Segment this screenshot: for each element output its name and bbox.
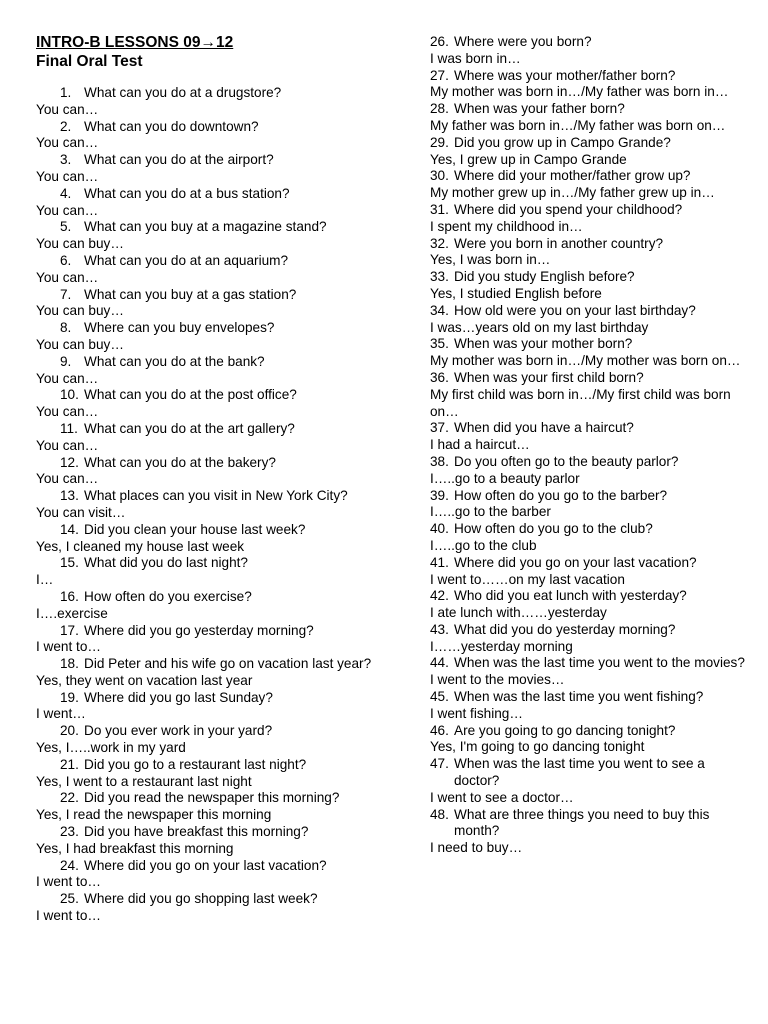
question-text: Were you born in another country? bbox=[454, 235, 664, 251]
answer-prompt: My mother grew up in…/My father grew up in… bbox=[430, 185, 715, 201]
question-number: 21. bbox=[60, 756, 79, 772]
question-text: Are you going to go dancing tonight? bbox=[454, 722, 676, 738]
question-text: What can you do at the bank? bbox=[84, 353, 265, 369]
question-text: When was the last time you went to see a doctor? bbox=[454, 756, 705, 789]
answer-prompt: Yes, I read the newspaper this morning bbox=[36, 807, 272, 823]
question-item bbox=[430, 420, 750, 454]
question-number: 25. bbox=[60, 891, 79, 907]
question-text: Where can you buy envelopes? bbox=[84, 320, 275, 336]
question-number: 9. bbox=[60, 353, 72, 369]
question-number: 34. bbox=[430, 302, 449, 318]
question-line bbox=[36, 757, 396, 774]
question-line bbox=[36, 287, 396, 304]
question-item bbox=[36, 824, 396, 858]
question-text: Where were you born? bbox=[454, 34, 592, 49]
question-line bbox=[36, 522, 396, 539]
answer-prompt: I need to buy… bbox=[430, 840, 523, 856]
question-item bbox=[36, 253, 396, 287]
question-number: 16. bbox=[60, 588, 79, 604]
question-number: 43. bbox=[430, 621, 449, 637]
question-text: When was your first child born? bbox=[454, 369, 644, 385]
question-line bbox=[430, 622, 750, 639]
question-line bbox=[430, 68, 750, 85]
question-line bbox=[36, 119, 396, 136]
question-number: 37. bbox=[430, 420, 449, 436]
question-item bbox=[430, 689, 750, 723]
answer-prompt: Yes, I grew up in Campo Grande bbox=[430, 151, 627, 167]
question-line bbox=[36, 488, 396, 505]
question-line bbox=[430, 336, 750, 353]
question-item bbox=[36, 287, 396, 321]
question-number: 46. bbox=[430, 722, 449, 738]
question-line bbox=[36, 186, 396, 203]
answer-prompt: I went to… bbox=[36, 874, 101, 890]
answer-prompt: My mother was born in…/My mother was born on… bbox=[430, 353, 741, 369]
question-number: 7. bbox=[60, 286, 72, 302]
answer-prompt: I…..go to the barber bbox=[430, 504, 551, 520]
question-text: What can you do at a bus station? bbox=[84, 185, 290, 201]
question-item bbox=[430, 336, 750, 370]
question-number: 39. bbox=[430, 487, 449, 503]
question-item bbox=[36, 219, 396, 253]
question-item bbox=[430, 135, 750, 169]
answer-prompt: You can buy… bbox=[36, 303, 124, 319]
question-number: 19. bbox=[60, 689, 79, 705]
answer-prompt: You can… bbox=[36, 471, 99, 487]
question-line bbox=[36, 589, 396, 606]
question-item bbox=[36, 455, 396, 489]
question-item bbox=[430, 555, 750, 589]
question-line bbox=[36, 891, 396, 908]
answer-prompt: You can… bbox=[36, 370, 99, 386]
question-line bbox=[430, 723, 750, 740]
question-line bbox=[430, 488, 750, 505]
question-text: Did you have breakfast this morning? bbox=[84, 824, 309, 840]
answer-prompt: I…..go to the club bbox=[430, 537, 537, 553]
answer-prompt: I went to the movies… bbox=[430, 672, 565, 688]
question-number: 27. bbox=[430, 67, 449, 83]
question-item bbox=[430, 622, 750, 656]
right-column bbox=[430, 34, 750, 857]
question-text: How old were you on your last birthday? bbox=[454, 302, 696, 318]
question-item bbox=[430, 723, 750, 757]
question-text: When did you have a haircut? bbox=[454, 420, 634, 436]
question-text: Where did you go shopping last week? bbox=[84, 891, 318, 907]
question-text: Who did you eat lunch with yesterday? bbox=[454, 588, 687, 604]
question-text: Where did you go last Sunday? bbox=[84, 689, 273, 705]
question-text: What can you do at the post office? bbox=[84, 387, 297, 403]
question-line bbox=[36, 152, 396, 169]
question-number: 14. bbox=[60, 521, 79, 537]
answer-prompt: I went to… bbox=[36, 639, 101, 655]
question-text: What did you do last night? bbox=[84, 555, 248, 571]
answer-prompt: Yes, I had breakfast this morning bbox=[36, 840, 234, 856]
answer-prompt: I went fishing… bbox=[430, 705, 523, 721]
answer-prompt: You can… bbox=[36, 269, 99, 285]
answer-prompt: You can… bbox=[36, 135, 99, 151]
question-list-right bbox=[430, 34, 750, 857]
question-number: 17. bbox=[60, 622, 79, 638]
document-subtitle: Final Oral Test bbox=[36, 53, 143, 70]
answer-prompt: I… bbox=[36, 572, 54, 588]
question-text: Do you ever work in your yard? bbox=[84, 723, 273, 739]
question-item bbox=[430, 236, 750, 270]
answer-prompt: I went to see a doctor… bbox=[430, 789, 574, 805]
question-text: Do you often go to the beauty parlor? bbox=[454, 453, 679, 469]
question-text: Did you go to a restaurant last night? bbox=[84, 756, 307, 772]
left-column bbox=[36, 34, 396, 925]
question-text: Where did you spend your childhood? bbox=[454, 201, 683, 217]
question-line bbox=[430, 168, 750, 185]
question-number: 20. bbox=[60, 723, 79, 739]
question-text: What places can you visit in New York City? bbox=[84, 488, 348, 504]
question-line bbox=[430, 655, 750, 672]
question-line bbox=[430, 756, 750, 790]
question-text: Did you grow up in Campo Grande? bbox=[454, 134, 671, 150]
question-item bbox=[430, 370, 750, 420]
question-line bbox=[36, 320, 396, 337]
question-number: 22. bbox=[60, 790, 79, 806]
question-item bbox=[430, 807, 750, 857]
question-text: When was the last time you went fishing? bbox=[454, 689, 704, 705]
answer-prompt: You can buy… bbox=[36, 336, 124, 352]
answer-prompt: I was born in… bbox=[430, 50, 521, 66]
question-item bbox=[430, 202, 750, 236]
question-number: 15. bbox=[60, 555, 79, 571]
question-text: Did you clean your house last week? bbox=[84, 521, 306, 537]
answer-prompt: Yes, I was born in… bbox=[430, 252, 551, 268]
question-number: 8. bbox=[60, 320, 72, 336]
question-line bbox=[36, 421, 396, 438]
question-text: When was your mother born? bbox=[454, 336, 633, 352]
question-text: What are three things you need to buy this month? bbox=[454, 806, 710, 839]
question-text: What can you do at an aquarium? bbox=[84, 252, 289, 268]
question-item bbox=[36, 757, 396, 791]
question-number: 35. bbox=[430, 336, 449, 352]
question-line bbox=[430, 135, 750, 152]
question-line bbox=[430, 588, 750, 605]
answer-prompt: Yes, I…..work in my yard bbox=[36, 740, 186, 756]
question-line bbox=[430, 807, 750, 841]
question-text: What can you buy at a gas station? bbox=[84, 286, 297, 302]
question-number: 3. bbox=[60, 152, 72, 168]
question-item bbox=[36, 891, 396, 925]
question-number: 1. bbox=[60, 85, 72, 100]
answer-prompt: You can… bbox=[36, 202, 99, 218]
question-item bbox=[36, 522, 396, 556]
question-number: 26. bbox=[430, 34, 449, 49]
question-item bbox=[36, 186, 396, 220]
answer-prompt: I…..go to a beauty parlor bbox=[430, 470, 580, 486]
question-text: How often do you exercise? bbox=[84, 588, 252, 604]
question-item bbox=[430, 101, 750, 135]
question-text: What can you do at the bakery? bbox=[84, 454, 276, 470]
answer-prompt: I….exercise bbox=[36, 605, 108, 621]
question-number: 40. bbox=[430, 521, 449, 537]
question-number: 5. bbox=[60, 219, 72, 235]
question-line bbox=[36, 690, 396, 707]
answer-prompt: I ate lunch with……yesterday bbox=[430, 605, 607, 621]
answer-prompt: I went to……on my last vacation bbox=[430, 571, 625, 587]
answer-prompt: You can buy… bbox=[36, 236, 124, 252]
question-text: Did you read the newspaper this morning? bbox=[84, 790, 340, 806]
question-line bbox=[36, 623, 396, 640]
question-text: When was the last time you went to the movies? bbox=[454, 655, 745, 671]
question-item bbox=[430, 756, 750, 806]
question-line bbox=[430, 370, 750, 387]
question-number: 18. bbox=[60, 656, 79, 672]
question-text: What can you do at a drugstore? bbox=[84, 85, 282, 100]
answer-prompt: I went to… bbox=[36, 908, 101, 924]
question-item bbox=[36, 790, 396, 824]
answer-prompt: You can… bbox=[36, 101, 99, 117]
question-item bbox=[36, 354, 396, 388]
question-item bbox=[36, 152, 396, 186]
question-item bbox=[36, 119, 396, 153]
question-text: Did you study English before? bbox=[454, 269, 635, 285]
question-item bbox=[430, 588, 750, 622]
question-item bbox=[430, 488, 750, 522]
question-item bbox=[36, 589, 396, 623]
question-number: 10. bbox=[60, 387, 79, 403]
question-item bbox=[36, 421, 396, 455]
question-line bbox=[430, 689, 750, 706]
answer-prompt: You can… bbox=[36, 437, 99, 453]
question-line bbox=[430, 236, 750, 253]
question-line bbox=[36, 656, 396, 673]
question-number: 32. bbox=[430, 235, 449, 251]
answer-prompt: I spent my childhood in… bbox=[430, 218, 583, 234]
question-number: 2. bbox=[60, 118, 72, 134]
question-item bbox=[36, 656, 396, 690]
answer-prompt: I was…years old on my last birthday bbox=[430, 319, 649, 335]
question-item bbox=[430, 655, 750, 689]
question-item bbox=[36, 858, 396, 892]
question-text: What can you do downtown? bbox=[84, 118, 259, 134]
question-item bbox=[36, 488, 396, 522]
answer-prompt: I had a haircut… bbox=[430, 437, 530, 453]
question-item bbox=[430, 34, 750, 68]
question-line bbox=[430, 454, 750, 471]
question-number: 28. bbox=[430, 101, 449, 117]
question-item bbox=[430, 68, 750, 102]
answer-prompt: Yes, they went on vacation last year bbox=[36, 672, 253, 688]
question-line bbox=[36, 387, 396, 404]
answer-prompt: My mother was born in…/My father was born in… bbox=[430, 84, 729, 100]
question-line bbox=[36, 85, 396, 102]
question-item bbox=[36, 555, 396, 589]
question-text: What can you buy at a magazine stand? bbox=[84, 219, 327, 235]
answer-prompt: My father was born in…/My father was born on… bbox=[430, 117, 726, 133]
question-line bbox=[36, 253, 396, 270]
question-item bbox=[36, 85, 396, 119]
answer-prompt: Yes, I'm going to go dancing tonight bbox=[430, 739, 645, 755]
question-number: 23. bbox=[60, 824, 79, 840]
question-line bbox=[36, 555, 396, 572]
question-number: 11. bbox=[60, 420, 78, 436]
question-line bbox=[36, 219, 396, 236]
question-text: Where did you go on your last vacation? bbox=[454, 554, 697, 570]
question-number: 31. bbox=[430, 201, 449, 217]
question-text: Did Peter and his wife go on vacation last year? bbox=[84, 656, 372, 672]
question-line bbox=[36, 858, 396, 875]
answer-prompt: You can… bbox=[36, 168, 99, 184]
question-line bbox=[430, 34, 750, 51]
question-text: What did you do yesterday morning? bbox=[454, 621, 676, 637]
question-number: 29. bbox=[430, 134, 449, 150]
question-list-left bbox=[36, 85, 396, 925]
question-text: How often do you go to the barber? bbox=[454, 487, 668, 503]
answer-prompt: Yes, I studied English before bbox=[430, 285, 602, 301]
question-number: 44. bbox=[430, 655, 449, 671]
question-item bbox=[430, 269, 750, 303]
question-number: 12. bbox=[60, 454, 79, 470]
question-line bbox=[430, 420, 750, 437]
question-number: 41. bbox=[430, 554, 449, 570]
question-number: 45. bbox=[430, 689, 449, 705]
question-item bbox=[430, 454, 750, 488]
question-number: 42. bbox=[430, 588, 449, 604]
question-text: Where did you go yesterday morning? bbox=[84, 622, 314, 638]
question-item bbox=[36, 723, 396, 757]
question-text: Where was your mother/father born? bbox=[454, 67, 676, 83]
question-text: What can you do at the art gallery? bbox=[84, 420, 295, 436]
question-number: 48. bbox=[430, 806, 449, 822]
question-line bbox=[36, 824, 396, 841]
answer-prompt: I went… bbox=[36, 706, 86, 722]
question-text: What can you do at the airport? bbox=[84, 152, 274, 168]
question-number: 38. bbox=[430, 453, 449, 469]
question-line bbox=[430, 521, 750, 538]
question-line bbox=[36, 455, 396, 472]
question-number: 6. bbox=[60, 252, 72, 268]
question-number: 36. bbox=[430, 369, 449, 385]
question-text: How often do you go to the club? bbox=[454, 521, 653, 537]
question-text: When was your father born? bbox=[454, 101, 625, 117]
question-number: 47. bbox=[430, 756, 449, 772]
question-item bbox=[36, 690, 396, 724]
answer-prompt: Yes, I went to a restaurant last night bbox=[36, 773, 252, 789]
question-line bbox=[430, 202, 750, 219]
question-number: 24. bbox=[60, 857, 79, 873]
question-line bbox=[36, 790, 396, 807]
question-text: Where did your mother/father grow up? bbox=[454, 168, 691, 184]
question-item bbox=[36, 623, 396, 657]
question-text: Where did you go on your last vacation? bbox=[84, 857, 327, 873]
answer-prompt: I……yesterday morning bbox=[430, 638, 573, 654]
document-title: INTRO-B LESSONS 09→12 bbox=[36, 34, 234, 51]
answer-prompt: My first child was born in…/My first child was born on… bbox=[430, 386, 731, 419]
question-line bbox=[430, 101, 750, 118]
answer-prompt: Yes, I cleaned my house last week bbox=[36, 538, 245, 554]
question-number: 4. bbox=[60, 185, 72, 201]
question-line bbox=[36, 723, 396, 740]
question-item bbox=[36, 387, 396, 421]
question-line bbox=[430, 269, 750, 286]
question-line bbox=[430, 555, 750, 572]
question-item bbox=[430, 168, 750, 202]
question-line bbox=[36, 354, 396, 371]
question-number: 33. bbox=[430, 269, 449, 285]
question-item bbox=[430, 303, 750, 337]
question-item bbox=[430, 521, 750, 555]
answer-prompt: You can visit… bbox=[36, 504, 126, 520]
question-item bbox=[36, 320, 396, 354]
answer-prompt: You can… bbox=[36, 404, 99, 420]
question-line bbox=[430, 303, 750, 320]
question-number: 13. bbox=[60, 488, 79, 504]
question-number: 30. bbox=[430, 168, 449, 184]
